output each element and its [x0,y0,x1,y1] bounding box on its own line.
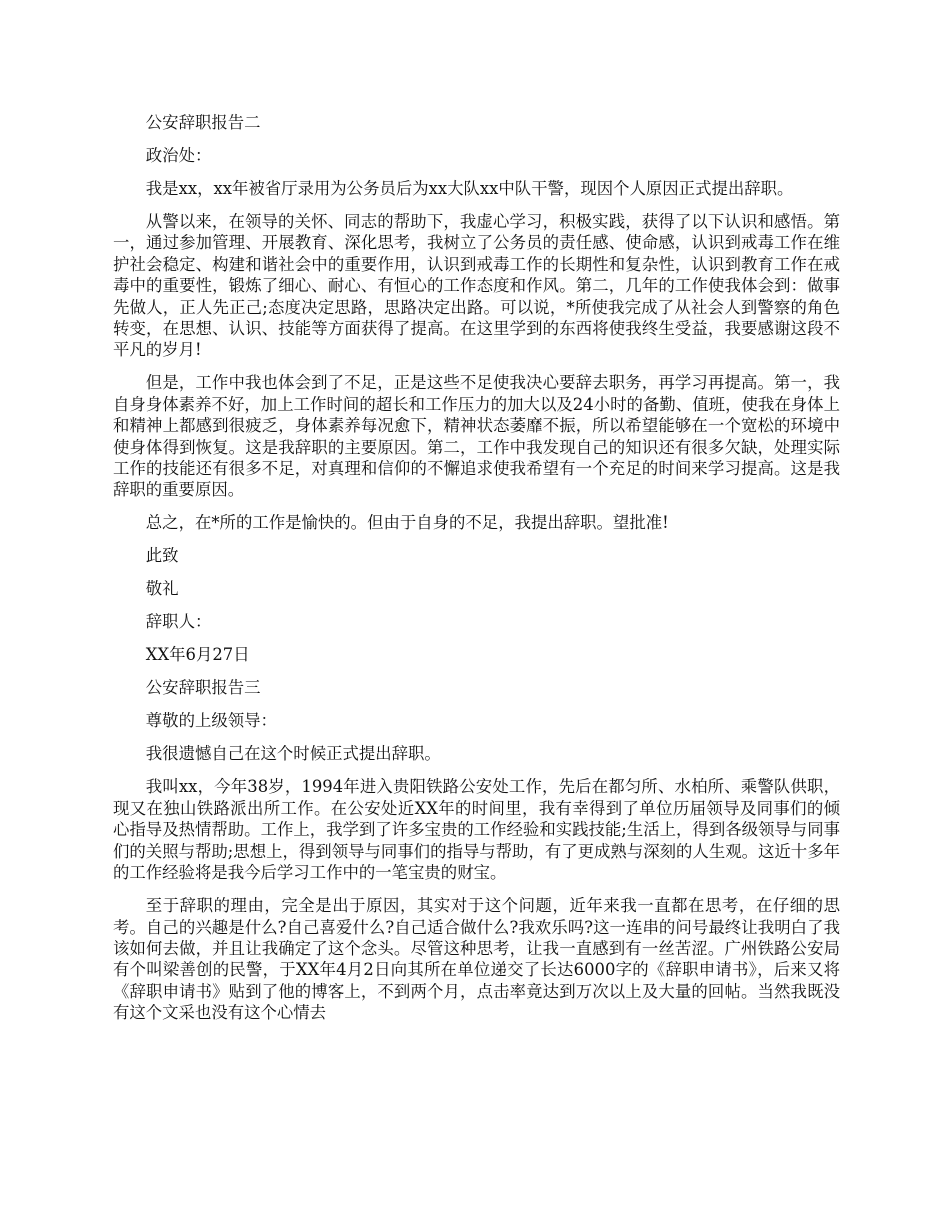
signature-label: 辞职人： [145,612,212,632]
paragraph-regret: 我很遗憾自己在这个时候正式提出辞职。 [145,744,441,764]
paragraph-intro: 我是xx，xx年被省厅录用为公务员后为xx大队xx中队干警，现因个人原因正式提出辞职。 [145,179,794,198]
paragraph-conclusion: 总之，在*所的工作是愉快的。但由于自身的不足，我提出辞职。望批准! [145,513,669,533]
paragraph-background: 我叫xx，今年38岁，1994年进入贵阳铁路公安处工作，先后在都匀所、水柏所、乘警队供职，现又在独山铁路派出所工作。在公安处近XX年的时间里，我有幸得到了单位历届领导及同事们的倾心指导及热情帮助。工作上，我学到了许多宝贵的工作经验和实践技能;生活上，得到各级领导与同事们的关照与帮助;思想上，得到领导与同事们的指导与帮助，有了更成熟与深刻的人生观。这近十多年的工作经验将是我今后学习工作中的一笔宝贵的财宝。 [113,777,840,883]
closing-cizhi: 此致 [145,546,179,566]
paragraph-experience: 从警以来，在领导的关怀、同志的帮助下，我虚心学习，积极实践，获得了以下认识和感悟。第一，通过参加管理、开展教育、深化思考，我树立了公务员的责任感、使命感，认识到戒毒工作在维护社会稳定、构建和谐社会中的重要作用，认识到戒毒工作的长期性和复杂性，认识到教育工作在戒毒中的重要性，锻炼了细心、耐心、有恒心的工作态度和作风。第二，几年的工作使我体会到：做事先做人，正人先正己;态度决定思路，思路决定出路。可以说，*所使我完成了从社会人到警察的角色转变，在思想、认识、技能等方面获得了提高。在这里学到的东西将使我终生受益，我要感谢这段不平凡的岁月! [113,212,840,360]
document-body [113,112,840,1035]
report-two-title: 公安辞职报告二 [145,113,261,132]
paragraph-reflection: 至于辞职的理由，完全是出于原因，其实对于这个问题，近年来我一直都在思考，在仔细的思考。自己的兴趣是什么?自己喜爱什么?自己适合做什么?我欢乐吗?这一连串的问号最终让我明白了我该如何去做，并且让我确定了这个念头。尽管这种思考，让我一直感到有一丝苦涩。广州铁路公安局有个叫梁善创的民警，于XX年4月2日向其所在单位递交了长达6000字的《辞职申请书》，后来又将《辞职申请书》贴到了他的博客上，不到两个月，点击率竟达到万次以上及大量的回帖。当然我既没有这个文采也没有这个心情去 [113,896,840,1023]
closing-jingli: 敬礼 [145,579,179,599]
salutation-political-office: 政治处： [145,146,212,165]
salutation-leaders: 尊敬的上级领导： [145,711,277,731]
paragraph-reasons: 但是，工作中我也体会到了不足，正是这些不足使我决心要辞去职务，再学习再提高。第一，我自身身体素养不好，加上工作时间的超长和工作压力的加大以及24小时的备勤、值班，使我在身体上和精神上都感到很疲乏，身体素养每况愈下，精神状态萎靡不振，所以希望能够在一个宽松的环境中使身体得到恢复。这是我辞职的主要原因。第二，工作中我发现自己的知识还有很多欠缺，处理实际工作的技能还有很多不足，对真理和信仰的不懈追求使我希望有一个充足的时间来学习提高。这是我辞职的重要原因。 [113,373,840,500]
signature-date: XX年6月27日 [145,645,250,665]
report-three-title: 公安辞职报告三 [145,678,261,698]
